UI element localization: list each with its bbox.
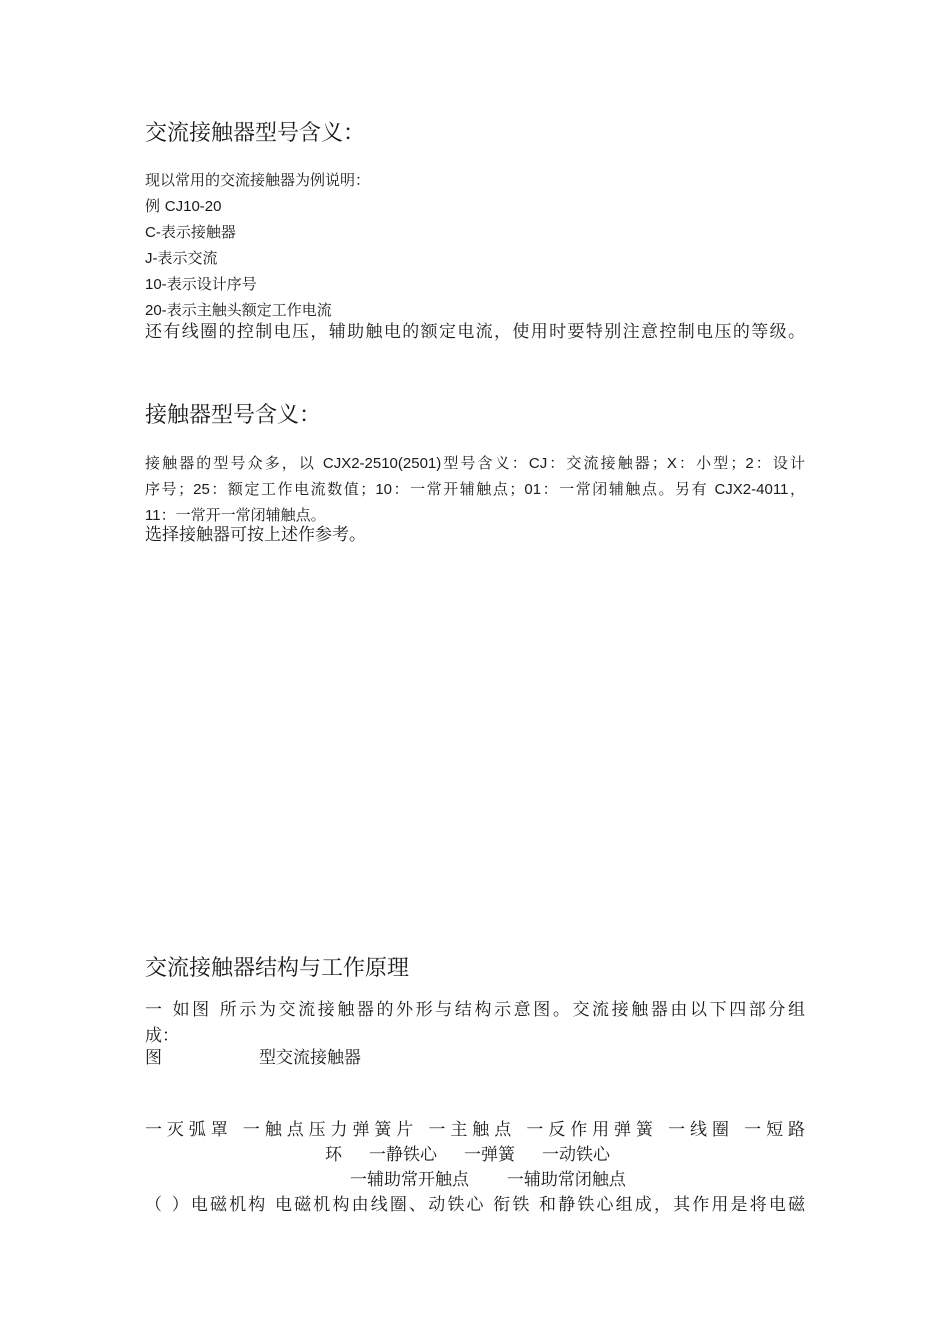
section1-line-6: 20-表示主触头额定工作电流 — [145, 301, 332, 319]
section1-line-1: 现以常用的交流接触器为例说明： — [145, 171, 371, 189]
section1-line-2: 例 CJ10-20 — [145, 197, 222, 215]
section2-title: 接触器型号含义： — [145, 403, 322, 428]
figure-label: 图 — [145, 1048, 162, 1068]
section3-intro-line-2: 成： — [145, 1026, 179, 1046]
section2-para-line-3: 11：一常开一常闭辅触点。 — [145, 506, 326, 524]
parts-line-2: 环 一静铁心 一弹簧 一动铁心 — [325, 1145, 611, 1165]
parts-line-3: 一辅助常开触点 一辅助常闭触点 — [350, 1170, 626, 1190]
section3-last-line: （ ）电磁机构 电磁机构由线圈、动铁心 衔铁 和静铁心组成，其作用是将电磁 — [145, 1195, 805, 1215]
section2-para-line-1: 接触器的型号众多，以 CJX2-2510(2501)型号含义：CJ：交流接触器；X：小型；2：设计 — [145, 454, 805, 472]
section1-line-5: 10-表示设计序号 — [145, 275, 257, 293]
section1-title: 交流接触器型号含义： — [145, 121, 366, 146]
section3-intro-line-1: 一 如图 所示为交流接触器的外形与结构示意图。交流接触器由以下四部分组 — [145, 1000, 805, 1020]
section2-para-line-2: 序号；25：额定工作电流数值；10：一常开辅触点；01：一常闭辅触点。另有 CJX2-4011， — [145, 480, 805, 498]
section2-note: 选择接触器可按上述作参考。 — [145, 525, 366, 545]
section1-line-3: C-表示接触器 — [145, 223, 236, 241]
parts-line-1: 一灭弧罩 一触点压力弹簧片 一主触点 一反作用弹簧 一线圈 一短路 — [145, 1120, 805, 1140]
section1-line-4: J-表示交流 — [145, 249, 218, 267]
figure-caption: 型交流接触器 — [259, 1048, 361, 1068]
section1-note: 还有线圈的控制电压，辅助触电的额定电流，使用时要特别注意控制电压的等级。 — [145, 322, 805, 342]
section3-title: 交流接触器结构与工作原理 — [145, 956, 410, 981]
